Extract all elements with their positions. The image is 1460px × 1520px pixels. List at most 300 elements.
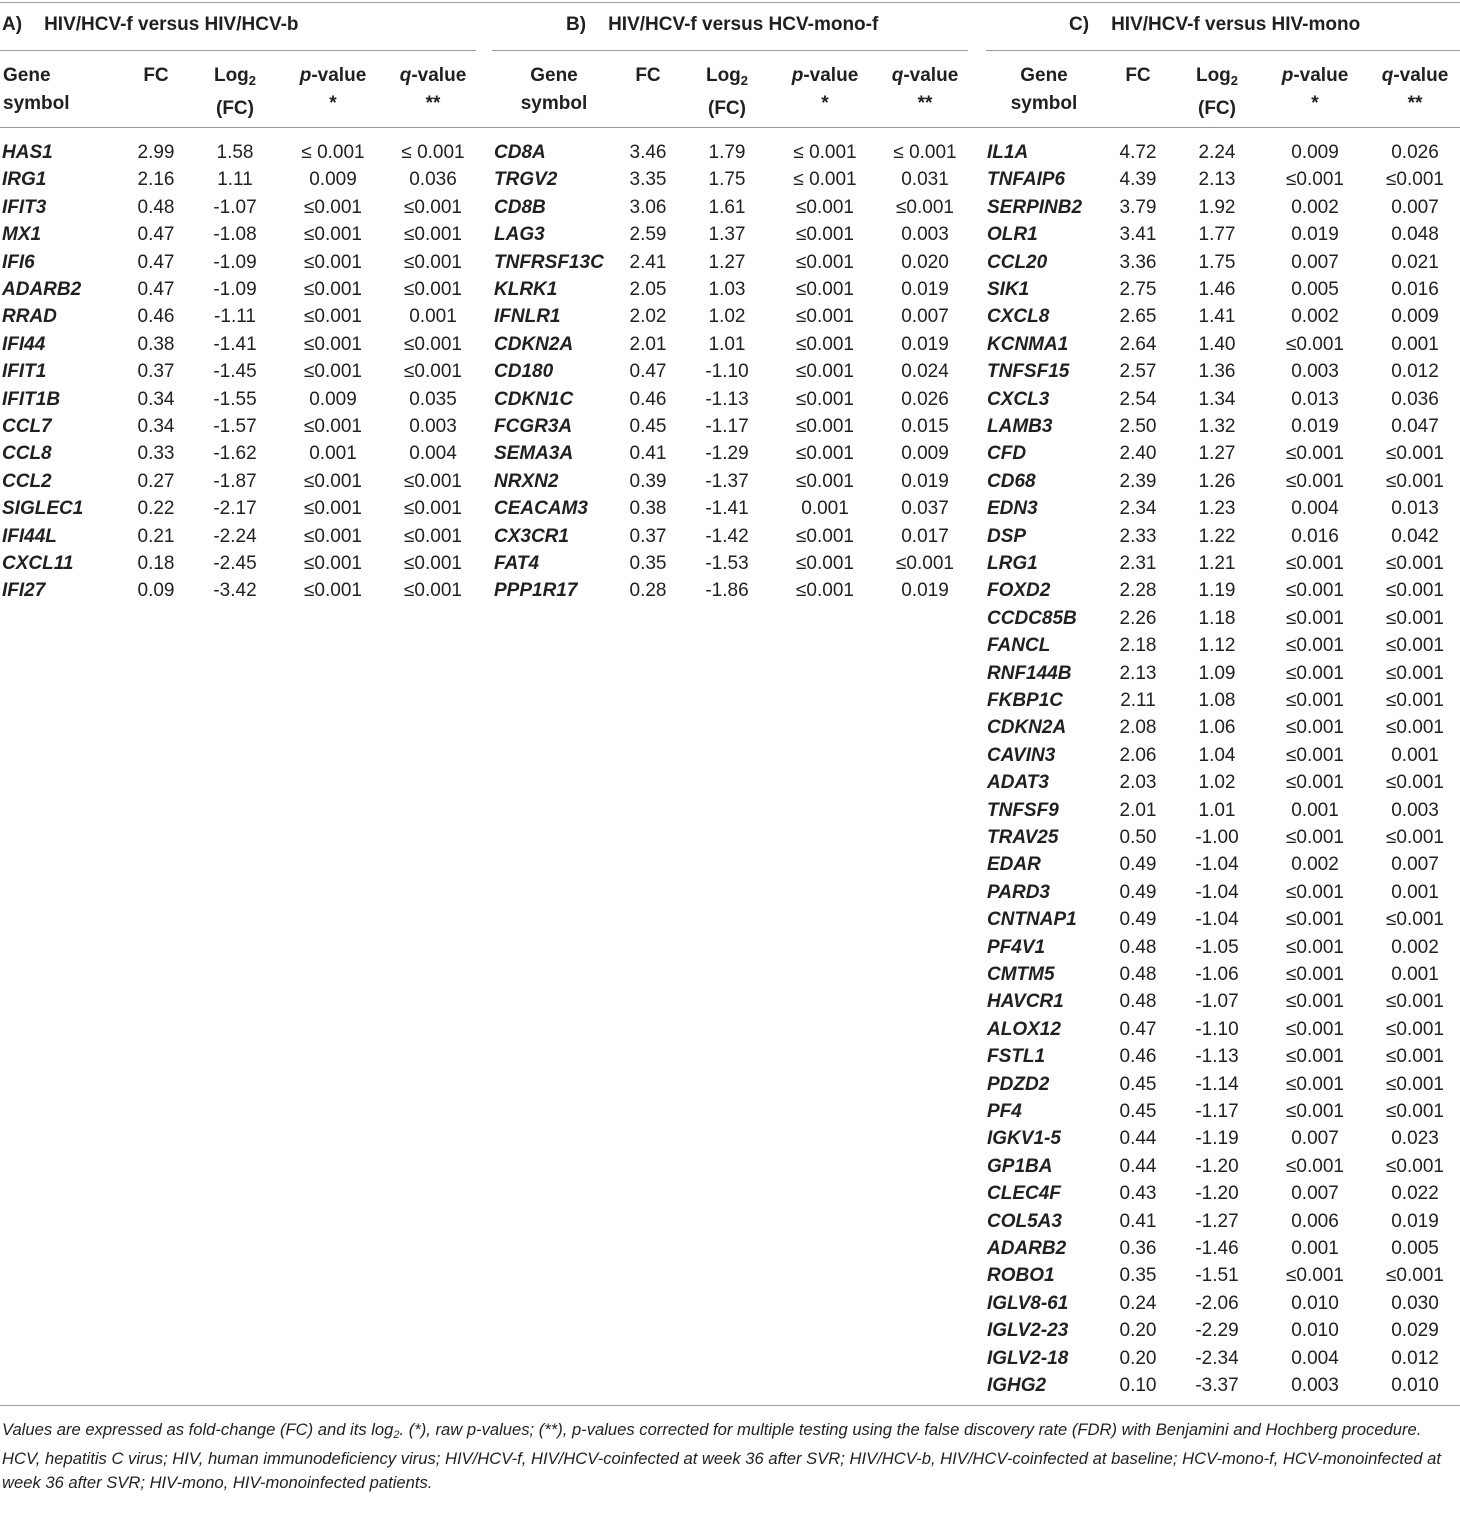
q-value-cell: ≤ 0.001 [401, 142, 465, 163]
log2-fc-cell: -1.17 [705, 416, 749, 437]
table-row [0, 1235, 1460, 1262]
p-value-cell: 0.019 [1291, 224, 1339, 246]
header-fc: FC [143, 65, 169, 86]
gene-symbol-cell: CX3CR1 [494, 525, 569, 547]
p-value-cell: ≤0.001 [796, 251, 854, 273]
fold-change-cell: 0.41 [629, 443, 667, 465]
table-row [0, 221, 1460, 248]
log2-fc-cell: -1.10 [705, 361, 749, 383]
p-value-cell: 0.003 [1291, 361, 1339, 383]
gene-symbol-cell: FANCL [987, 635, 1051, 657]
table-row [0, 1043, 1460, 1070]
log2-fc-cell: -1.62 [213, 443, 257, 465]
fold-change-cell: 0.38 [137, 333, 175, 355]
table-row [0, 769, 1460, 796]
log2-fc-cell: 1.11 [217, 169, 253, 191]
p-value-cell: ≤0.001 [796, 361, 854, 383]
table-row [0, 1153, 1460, 1180]
table-footnote [2, 1418, 1458, 1495]
footnote-line-1b: . (*), raw p-values; (**), p-values corrected for multiple testing using the false discovery rate (FDR) with Benjamini and Hochberg procedure. [399, 1420, 1422, 1439]
p-value-cell: 0.001 [309, 443, 357, 465]
p-value-cell: ≤0.001 [304, 553, 362, 574]
gene-symbol-cell: CLEC4F [987, 1183, 1061, 1205]
fold-change-cell: 0.44 [1119, 1155, 1157, 1177]
table-row [0, 934, 1460, 961]
fold-change-cell: 0.24 [1119, 1292, 1157, 1314]
log2-fc-cell: 1.92 [1198, 196, 1236, 218]
gene-symbol-cell: ROBO1 [987, 1265, 1055, 1287]
fold-change-cell: 0.50 [1119, 827, 1157, 848]
fold-change-cell: 0.49 [1119, 881, 1157, 903]
gene-symbol-cell: OLR1 [987, 224, 1038, 246]
table-row [0, 249, 1460, 276]
q-value-cell: 0.003 [1391, 799, 1439, 821]
log2-fc-cell: -1.07 [213, 196, 257, 218]
gene-symbol-cell: TRGV2 [494, 169, 558, 191]
header-log-sub: 2 [248, 73, 257, 88]
header-q-text: -value [411, 65, 467, 86]
q-value-cell: ≤0.001 [1386, 1073, 1444, 1095]
fold-change-cell: 3.06 [629, 196, 667, 218]
log2-fc-cell: -1.13 [1195, 1046, 1239, 1068]
q-value-cell: 0.036 [1391, 388, 1439, 410]
p-value-cell: ≤0.001 [1286, 607, 1344, 629]
header-fc: FC [1125, 65, 1151, 86]
log2-fc-cell: 1.19 [1198, 580, 1236, 602]
gene-symbol-cell: CMTM5 [987, 964, 1055, 985]
q-value-cell: ≤0.001 [404, 361, 462, 383]
footnote-line-1a: Values are expressed as fold-change (FC) and its log [2, 1420, 394, 1439]
log2-fc-cell: 1.01 [708, 333, 746, 355]
p-value-cell: 0.006 [1291, 1210, 1339, 1232]
q-value-cell: ≤0.001 [1386, 553, 1444, 574]
fold-change-cell: 2.40 [1119, 443, 1157, 465]
fold-change-cell: 0.20 [1119, 1347, 1157, 1369]
fold-change-cell: 0.18 [137, 553, 175, 574]
header-gene-b [510, 62, 598, 118]
table-row [0, 1317, 1460, 1344]
table-row [0, 331, 1460, 358]
gene-symbol-cell: CCL2 [2, 470, 52, 492]
log2-fc-cell: 1.03 [708, 279, 746, 300]
header-p-letter: p [1281, 65, 1294, 86]
header-q-star: ** [425, 93, 441, 114]
header-gene-line2: symbol [1010, 93, 1078, 114]
q-value-cell: 0.026 [901, 388, 949, 410]
fold-change-cell: 2.31 [1119, 553, 1157, 574]
panel-b-title-text: HIV/HCV-f versus HCV-mono-f [608, 14, 879, 35]
q-value-cell: ≤0.001 [1386, 1018, 1444, 1040]
q-value-cell: ≤0.001 [1386, 662, 1444, 684]
log2-fc-cell: 2.13 [1198, 169, 1236, 191]
fold-change-cell: 0.49 [1119, 854, 1157, 876]
gene-symbol-cell: PF4 [987, 1101, 1022, 1122]
log2-fc-cell: -1.11 [214, 306, 256, 328]
header-gene-line1: Gene [1020, 65, 1068, 86]
fold-change-cell: 0.46 [137, 306, 175, 328]
p-value-cell: ≤0.001 [1286, 909, 1344, 931]
fold-change-cell: 0.37 [137, 361, 175, 383]
q-value-cell: 0.005 [1391, 1238, 1439, 1259]
q-value-cell: 0.009 [901, 443, 949, 465]
fold-change-cell: 2.16 [137, 169, 175, 191]
fold-change-cell: 2.57 [1119, 361, 1157, 383]
gene-symbol-cell: FOXD2 [987, 580, 1051, 602]
q-value-cell: ≤0.001 [1386, 909, 1444, 931]
log2-fc-cell: 1.75 [708, 169, 746, 191]
q-value-cell: ≤0.001 [1386, 635, 1444, 657]
log2-fc-cell: 1.36 [1198, 361, 1236, 383]
header-p-a [290, 62, 376, 118]
header-q-text: -value [1393, 65, 1449, 86]
table-row [0, 961, 1460, 988]
log2-fc-cell: -3.42 [213, 580, 257, 602]
p-value-cell: ≤0.001 [1286, 443, 1344, 465]
p-value-cell: 0.003 [1291, 1375, 1339, 1396]
fold-change-cell: 0.20 [1119, 1320, 1157, 1342]
header-log-line2: (FC) [216, 98, 254, 119]
header-q-b [882, 62, 968, 118]
table-row [0, 276, 1460, 303]
q-value-cell: 0.013 [1391, 498, 1439, 520]
log2-fc-cell: -1.10 [1195, 1018, 1239, 1040]
p-value-cell: 0.002 [1291, 306, 1339, 328]
log2-fc-cell: -1.57 [213, 416, 257, 437]
table-row [0, 139, 1460, 166]
header-p-star: * [821, 93, 829, 114]
fold-change-cell: 0.36 [1119, 1238, 1157, 1259]
fold-change-cell: 2.50 [1119, 416, 1157, 437]
header-q-text: -value [903, 65, 959, 86]
p-value-cell: 0.009 [1291, 142, 1339, 163]
p-value-cell: 0.001 [1291, 799, 1339, 821]
gene-symbol-cell: TNFRSF13C [494, 251, 604, 273]
q-value-cell: 0.016 [1391, 279, 1439, 300]
fold-change-cell: 0.47 [137, 224, 175, 246]
gene-symbol-cell: SIGLEC1 [2, 498, 84, 520]
gene-symbol-cell: EDAR [987, 854, 1041, 876]
log2-fc-cell: 1.01 [1198, 799, 1236, 821]
table-row [0, 988, 1460, 1015]
p-value-cell: ≤0.001 [796, 416, 854, 437]
q-value-cell: 0.017 [901, 525, 949, 547]
q-value-cell: 0.001 [1391, 744, 1439, 766]
q-value-cell: 0.023 [1391, 1128, 1439, 1150]
gene-symbol-cell: SIK1 [987, 279, 1030, 300]
gene-symbol-cell: CD8A [494, 142, 546, 163]
fold-change-cell: 2.99 [137, 142, 175, 163]
log2-fc-cell: -1.14 [1195, 1073, 1239, 1095]
panel-a-label: A) [2, 14, 23, 35]
q-value-cell: 0.037 [901, 498, 949, 520]
fold-change-cell: 0.35 [1119, 1265, 1157, 1287]
header-fc: FC [635, 65, 661, 86]
fold-change-cell: 0.37 [629, 525, 667, 547]
q-value-cell: 0.001 [1391, 333, 1439, 355]
footnote-line-1 [2, 1418, 1458, 1447]
panel-a-title-rule [0, 50, 476, 51]
log2-fc-cell: 1.34 [1198, 388, 1236, 410]
q-value-cell: ≤0.001 [404, 251, 462, 273]
log2-fc-cell: 1.79 [708, 142, 746, 163]
p-value-cell: ≤0.001 [1286, 1046, 1344, 1068]
q-value-cell: 0.002 [1391, 936, 1439, 958]
fold-change-cell: 2.41 [629, 251, 667, 273]
log2-fc-cell: 1.08 [1198, 690, 1236, 711]
header-p-letter: p [791, 65, 804, 86]
q-value-cell: 0.019 [901, 470, 949, 492]
q-value-cell: ≤0.001 [1386, 717, 1444, 739]
gene-symbol-cell: IFI44L [2, 525, 57, 547]
log2-fc-cell: -3.37 [1195, 1375, 1239, 1396]
q-value-cell: 0.003 [409, 416, 457, 437]
fold-change-cell: 3.35 [629, 169, 667, 191]
q-value-cell: ≤0.001 [1386, 443, 1444, 465]
q-value-cell: ≤0.001 [404, 580, 462, 602]
q-value-cell: 0.042 [1391, 525, 1439, 547]
log2-fc-cell: -1.41 [213, 333, 257, 355]
gene-symbol-cell: FAT4 [494, 553, 540, 574]
p-value-cell: ≤0.001 [304, 416, 362, 437]
log2-fc-cell: 1.40 [1198, 333, 1236, 355]
fold-change-cell: 2.54 [1119, 388, 1157, 410]
p-value-cell: ≤0.001 [1286, 1101, 1344, 1122]
fold-change-cell: 0.39 [629, 470, 667, 492]
log2-fc-cell: 1.02 [1198, 772, 1236, 794]
log2-fc-cell: -1.45 [213, 361, 257, 383]
log2-fc-cell: -1.13 [705, 388, 749, 410]
table-row [0, 386, 1460, 413]
header-fc-c [1108, 62, 1168, 90]
log2-fc-cell: 1.23 [1198, 498, 1236, 520]
gene-symbol-cell: TRAV25 [987, 827, 1059, 848]
log2-fc-cell: -1.42 [705, 525, 749, 547]
gene-symbol-cell: IFI44 [2, 333, 46, 355]
gene-symbol-cell: IGLV2-23 [987, 1320, 1069, 1342]
gene-symbol-cell: IFI27 [2, 580, 46, 602]
header-log-line1: Log [1195, 65, 1231, 86]
footnote-line-1-sub: 2 [393, 1429, 400, 1441]
table-row [0, 660, 1460, 687]
log2-fc-cell: 1.06 [1198, 717, 1236, 739]
q-value-cell: 0.007 [1391, 196, 1439, 218]
log2-fc-cell: -1.53 [705, 553, 749, 574]
fold-change-cell: 0.09 [137, 580, 175, 602]
q-value-cell: 0.004 [409, 443, 457, 465]
gene-symbol-cell: IFIT1B [2, 388, 61, 410]
gene-symbol-cell: TNFSF15 [987, 361, 1070, 383]
p-value-cell: 0.013 [1291, 388, 1339, 410]
table-row [0, 906, 1460, 933]
p-value-cell: ≤0.001 [796, 443, 854, 465]
fold-change-cell: 0.43 [1119, 1183, 1157, 1205]
header-gene-line2: symbol [520, 93, 588, 114]
header-q-star: ** [1407, 93, 1423, 114]
p-value-cell: 0.007 [1291, 1183, 1339, 1205]
p-value-cell: ≤0.001 [796, 470, 854, 492]
fold-change-cell: 3.41 [1119, 224, 1157, 246]
table-row [0, 1098, 1460, 1125]
fold-change-cell: 0.45 [629, 416, 667, 437]
q-value-cell: 0.015 [901, 416, 949, 437]
header-p-text: -value [1293, 65, 1349, 86]
log2-fc-cell: -2.24 [213, 525, 257, 547]
p-value-cell: ≤0.001 [304, 251, 362, 273]
header-log-line1: Log [213, 65, 249, 86]
header-log-line1: Log [705, 65, 741, 86]
table-row [0, 632, 1460, 659]
table-row [0, 824, 1460, 851]
fold-change-cell: 2.39 [1119, 470, 1157, 492]
gene-symbol-cell: IRG1 [2, 169, 47, 191]
q-value-cell: ≤0.001 [896, 196, 954, 218]
fold-change-cell: 0.38 [629, 498, 667, 520]
q-value-cell: 0.047 [1391, 416, 1439, 437]
gene-symbol-cell: COL5A3 [987, 1210, 1062, 1232]
panel-c-title [1069, 14, 1360, 36]
p-value-cell: ≤0.001 [1286, 580, 1344, 602]
header-q-a [390, 62, 476, 118]
q-value-cell: 0.030 [1391, 1292, 1439, 1314]
table-row [0, 1180, 1460, 1207]
fold-change-cell: 4.39 [1119, 169, 1157, 191]
header-log-line2: (FC) [1198, 98, 1236, 119]
gene-symbol-cell: CCL8 [2, 443, 52, 465]
gene-symbol-cell: EDN3 [987, 498, 1038, 520]
p-value-cell: ≤0.001 [1286, 1155, 1344, 1177]
gene-symbol-cell: CDKN2A [494, 333, 574, 355]
gene-symbol-cell: IFI6 [2, 251, 35, 273]
p-value-cell: ≤0.001 [1286, 717, 1344, 739]
gene-symbol-cell: MX1 [2, 224, 42, 246]
table-row [0, 577, 1460, 604]
table-row [0, 1262, 1460, 1289]
table-row [0, 687, 1460, 714]
panel-b-title [566, 14, 878, 36]
p-value-cell: ≤0.001 [1286, 991, 1344, 1013]
log2-fc-cell: -1.06 [1195, 964, 1239, 985]
gene-symbol-cell: LAG3 [494, 224, 545, 246]
gene-symbol-cell: IL1A [987, 142, 1029, 163]
p-value-cell: 0.001 [801, 498, 849, 520]
gene-symbol-cell: KCNMA1 [987, 333, 1069, 355]
header-p-b [782, 62, 868, 118]
log2-fc-cell: 1.21 [1198, 553, 1236, 574]
p-value-cell: ≤0.001 [304, 306, 362, 328]
p-value-cell: 0.009 [309, 388, 357, 410]
gene-symbol-cell: NRXN2 [494, 470, 559, 492]
log2-fc-cell: 1.27 [1198, 443, 1236, 465]
table-row [0, 605, 1460, 632]
q-value-cell: 0.001 [409, 306, 457, 328]
q-value-cell: 0.021 [1391, 251, 1439, 273]
gene-symbol-cell: CCL20 [987, 251, 1048, 273]
gene-symbol-cell: CDKN2A [987, 717, 1067, 739]
gene-symbol-cell: HAVCR1 [987, 991, 1064, 1013]
fold-change-cell: 3.36 [1119, 251, 1157, 273]
footnote-line-2: HCV, hepatitis C virus; HIV, human immunodeficiency virus; HIV/HCV-f, HIV/HCV-coinfected at week 36 after SVR; HIV/HCV-b, HIV/HCV-coinfected at baseline; HCV-mono-f, HCV-monoinfected at week 36 after SVR; HIV-mono, HIV-monoinfected patients. [2, 1449, 1441, 1492]
p-value-cell: 0.016 [1291, 525, 1339, 547]
p-value-cell: ≤0.001 [796, 525, 854, 547]
gene-symbol-cell: CD180 [494, 361, 554, 383]
header-bottom-rule [0, 127, 1460, 128]
log2-fc-cell: -1.29 [705, 443, 749, 465]
gene-symbol-cell: SERPINB2 [987, 196, 1083, 218]
p-value-cell: ≤0.001 [1286, 470, 1344, 492]
fold-change-cell: 0.34 [137, 416, 175, 437]
gene-symbol-cell: CDKN1C [494, 388, 574, 410]
gene-symbol-cell: CNTNAP1 [987, 909, 1077, 931]
fold-change-cell: 2.75 [1119, 279, 1157, 300]
p-value-cell: ≤0.001 [796, 388, 854, 410]
header-p-star: * [329, 93, 337, 114]
table-row [0, 468, 1460, 495]
table-row [0, 1290, 1460, 1317]
log2-fc-cell: -2.34 [1195, 1347, 1239, 1369]
fold-change-cell: 2.34 [1119, 498, 1157, 520]
log2-fc-cell: -1.51 [1195, 1265, 1239, 1287]
gene-symbol-cell: SEMA3A [494, 443, 574, 465]
q-value-cell: 0.022 [1391, 1183, 1439, 1205]
p-value-cell: 0.010 [1291, 1320, 1339, 1342]
log2-fc-cell: -1.20 [1195, 1155, 1239, 1177]
fold-change-cell: 0.45 [1119, 1073, 1157, 1095]
gene-symbol-cell: CEACAM3 [494, 498, 588, 520]
log2-fc-cell: -1.17 [1195, 1101, 1239, 1122]
header-p-text: -value [311, 65, 367, 86]
q-value-cell: 0.012 [1391, 361, 1439, 383]
panel-b-title-rule [492, 50, 968, 51]
gene-symbol-cell: CFD [987, 443, 1027, 465]
q-value-cell: 0.026 [1391, 142, 1439, 163]
fold-change-cell: 0.21 [137, 525, 175, 547]
header-log-b [692, 62, 762, 123]
q-value-cell: ≤0.001 [1386, 470, 1444, 492]
gene-symbol-cell: IGLV2-18 [987, 1347, 1069, 1369]
log2-fc-cell: 1.58 [216, 142, 254, 163]
header-log-sub: 2 [740, 73, 749, 88]
fold-change-cell: 0.33 [137, 443, 175, 465]
q-value-cell: ≤0.001 [1386, 1046, 1444, 1068]
fold-change-cell: 0.48 [1119, 964, 1157, 985]
log2-fc-cell: 2.24 [1198, 142, 1236, 163]
gene-symbol-cell: ADARB2 [2, 279, 82, 300]
log2-fc-cell: -1.04 [1195, 909, 1239, 931]
fold-change-cell: 0.22 [137, 498, 175, 520]
fold-change-cell: 0.46 [629, 388, 667, 410]
p-value-cell: 0.019 [1291, 416, 1339, 437]
log2-fc-cell: -1.20 [1195, 1183, 1239, 1205]
p-value-cell: ≤0.001 [796, 196, 854, 218]
q-value-cell: ≤0.001 [896, 553, 954, 574]
gene-symbol-cell: ADAT3 [987, 772, 1049, 794]
p-value-cell: ≤0.001 [1286, 690, 1344, 711]
log2-fc-cell: 1.46 [1198, 279, 1236, 300]
header-gene-line2: symbol [3, 93, 70, 114]
p-value-cell: ≤0.001 [304, 498, 362, 520]
p-value-cell: ≤0.001 [304, 279, 362, 300]
p-value-cell: ≤0.001 [304, 470, 362, 492]
fold-change-cell: 2.03 [1119, 772, 1157, 794]
q-value-cell: ≤0.001 [404, 196, 462, 218]
table-row [0, 1372, 1460, 1399]
fold-change-cell: 0.10 [1119, 1375, 1157, 1396]
q-value-cell: 0.009 [1391, 306, 1439, 328]
gene-symbol-cell: IGKV1-5 [987, 1128, 1061, 1150]
table-row [0, 166, 1460, 193]
gene-symbol-cell: PPP1R17 [494, 580, 578, 602]
gene-symbol-cell: CCDC85B [987, 607, 1077, 629]
